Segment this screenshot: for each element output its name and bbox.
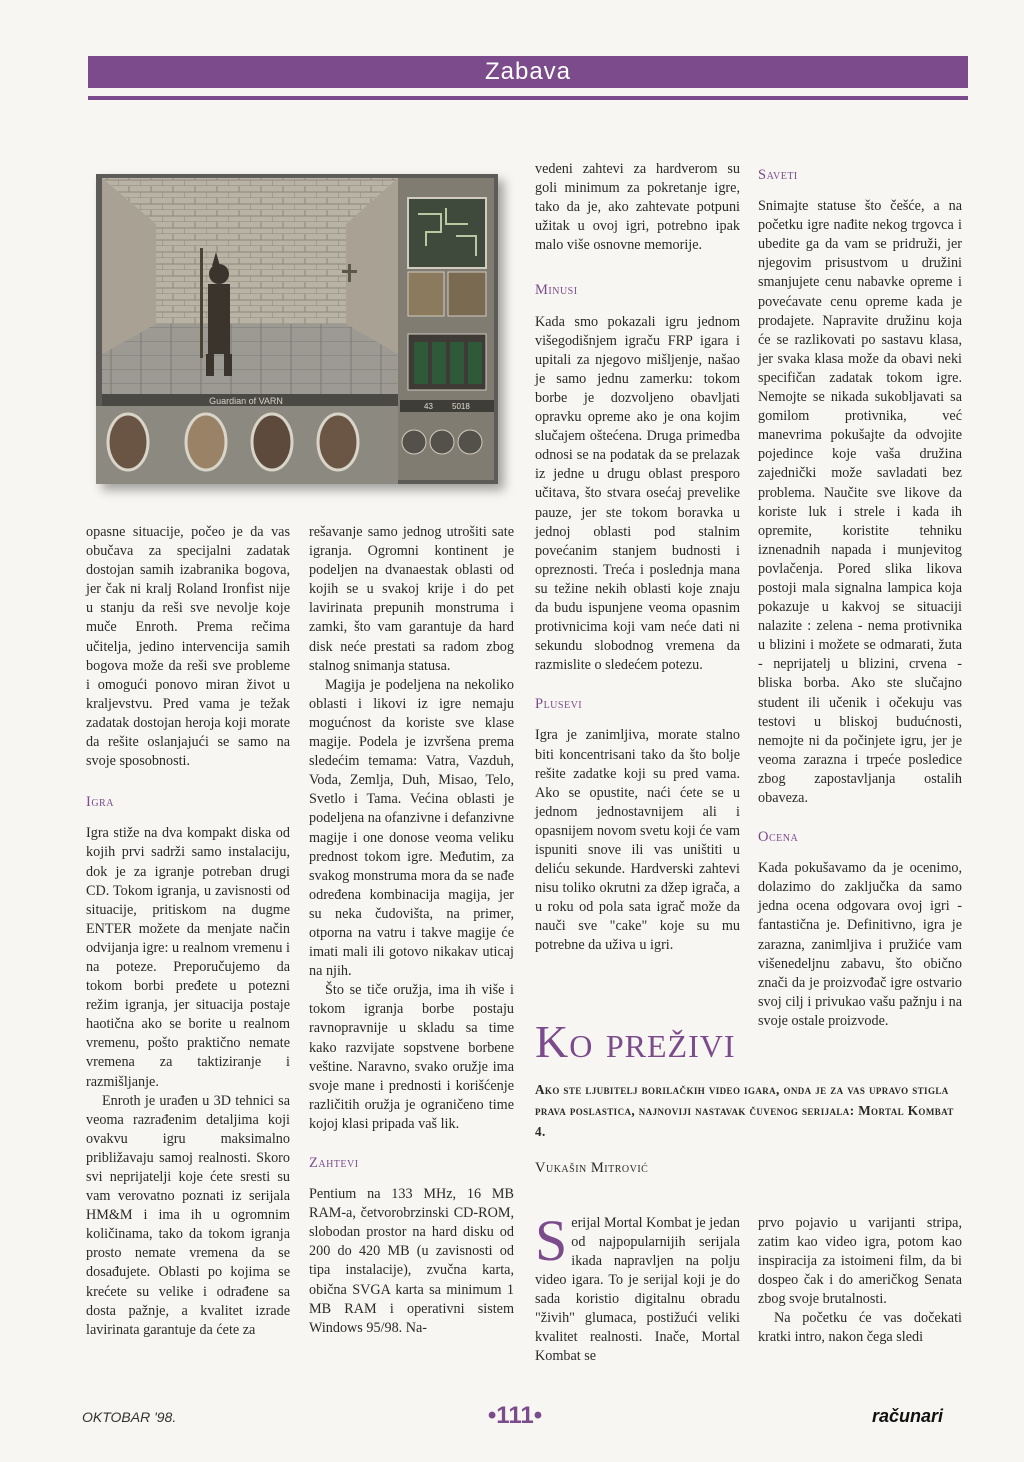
paragraph: opasne situacije, počeo je da vas obučava za specijalni zadatak dostojan samih izabranika bogova, jer čak ni kralj Roland Ironfist nije u stanju da reši sve nevolje koje muče Enroth. Prema rečima učitelja, jedino intervencija samih bogova može da reši sve probleme i omogući ponovo miran život u kraljevstvu. Pred vama je težak zadatak dostojan heroja koji morate da rešite oslanjajući se samo na svoje sposobnosti. <box>86 524 290 770</box>
paragraph: Magija je podeljena na nekoliko oblasti i likovi iz igre nemaju mogućnost da koriste sve klase magije. Podela je izvršena prema sledećim temama: Vatra, Vazduh, Voda, Zemlja, Duh, Misao, Telo, Svetlo i Tama. Većina oblasti je podeljena na ofanzivne i defanzivne magije i one donose veoma veliku prednost tokom igre. Međutim, za svakog monstruma mora da se nađe određena kombinacija magija, jer su neka čudovišta, na primer, otporna na vatru i takve magije će imati mali ili gotovo nikakav uticaj na njih. <box>309 676 514 980</box>
paragraph: Kada pokušavamo da je ocenimo, dolazimo do zaključka da samo jedna ocena odgovara ovoj igri - fantastična je. Definitivno, igra je zarazna, zanimljiva i pružiće vam višenedeljnu zabavu, što obično znači da je proizvođač igre ostvario svoj cilj i privukao vašu pažnju i na svoje ostale proizvode. <box>758 860 962 1029</box>
paragraph: Snimajte statuse što češće, a na početku igre nađite nekog trgovca i ubedite ga da vam se pridruži, jer njegovim prisustvom u družini smanjujete cenu nabavke opreme i povećavate cenu opreme kada je prodajete. Napravite družinu koja će se razlikovati po sastavu klasa, jer svaka klasa može da obavi neki specifičan zadatak tokom igre. Nemojte se nikada sukobljavati sa gomilom protivnika, već manevrima pokušajte da odvojite pojedince koje vaša družina zajednički može savladati bez problema. Naučite sve likove da koriste luk i strele i kada ih opremite, koristite tehniku iznenadnih napada i munjevitog povlačenja. Pored slika likova postoji mala signalna lampica koja pokazuje u kakvoj se situaciji nalazite : zelena - nema protivnika u blizini i možete se odmarati, žuta - neprijatelj u blizini, crvena - bliska borba. Ako ste slučajno student ili učenik i očekuju vas testovi u bliskoj budućnosti, nemojte ni da počinjete igru, jer je veoma zarazna i trpeće posledice zbog zapostavljanja ostalih obaveza. <box>758 198 962 806</box>
paragraph: Na početku će vas dočekati kratki intro, nakon čega sledi <box>758 1310 962 1345</box>
paragraph: Pentium na 133 MHz, 16 MB RAM-a, četvorobrzinski CD-ROM, slobodan prostor na hard disku od 200 do 420 MB (u zavisnosti od tipa instalacije), zvučna karta, obična SVGA karta sa minimum 1 MB RAM i operativni sistem Windows 95/98. Na- <box>309 1186 514 1336</box>
column-4 <box>758 160 962 1031</box>
stat-right: 5018 <box>452 402 470 411</box>
article-author: Vukašin Mitrović <box>535 1160 649 1176</box>
column-3 <box>535 160 740 956</box>
section-heading-plusevi: Plusevi <box>535 696 583 713</box>
section-heading-zahtevi: Zahtevi <box>309 1155 359 1171</box>
paragraph: Igra je zanimljiva, morate stalno biti koncentrisani tako da što bolje rešite zadatke koji su pred vama. Ako se opustite, naći ćete se u jednom jednostavnijem ali i opasnijem novom svetu koji će vam ispuniti snove ili vas uništiti u deliću sekunde. Hardverski zahtevi nisu toliko okrutni za džep igrača, a u roku od pola sata igrač može da nauči sve "cake" koje su mu potrebne da uživa u igri. <box>535 727 740 954</box>
section-header-bar <box>88 56 968 88</box>
paragraph: vedeni zahtevi za hardverom su goli minimum za pokretanje igre, tako da je, ako zahtevate potpuni užitak u ovoj igri, potrebno ipak malo više osnovne memorije. <box>535 161 740 254</box>
paragraph: prvo pojavio u varijanti stripa, zatim kao video igra, potom kao inspiracija za istoimeni film, da bi dospeo čak i do američkog Senata zbog svoje brutalnosti. <box>758 1215 962 1307</box>
article-lead: Ako ste ljubitelj borilačkih video igara, onda je za vas upravo stigla prava poslastica, najnoviji nastavak čuvenog serijala: Mortal Kombat 4. <box>535 1082 954 1139</box>
stat-left: 43 <box>424 402 433 411</box>
magazine-logo: računari <box>872 1406 944 1426</box>
column-1 <box>86 523 290 1340</box>
section-heading-saveti: Saveti <box>758 167 798 183</box>
paragraph: Što se tiče oružja, ima ih više i tokom igranja borbe postaju ravnopravnije u skladu sa time kako razvijate sopstvene borbene veštine. Naravno, svako oružje ima svoje mane i prednosti i korišćenje različitih oružja je ograničeno time kojoj klasi pripada vaš lik. <box>309 982 514 1132</box>
game-screenshot <box>96 174 498 484</box>
game-screenshot-image <box>96 174 498 484</box>
page-number: •111• <box>487 1402 543 1429</box>
section-heading-ocena: Ocena <box>758 829 799 846</box>
article-text: erijal Mortal Kombat je jedan od najpopularnijih serijala ikada napravljen na polju video igara. To je serijal koji je do sada koristio digitalnu obradu "živih" glumaca, postižući veliki kvalitet realnosti. Inače, Mortal Kombat se <box>535 1215 740 1364</box>
section-heading-igra: Igra <box>86 794 114 811</box>
article-column-1 <box>535 1208 740 1366</box>
issue-date: OKTOBAR '98. <box>82 1409 177 1425</box>
article-title: Ko preživi <box>535 1016 736 1067</box>
paragraph: Kada smo pokazali igru jednom višegodišnjem igraču FRP igara i upitali za njegovo mišljenje, našao je samo jednu zamerku: tokom borbe je dozvoljeno obavljati opravku opreme ako je ona kojim slučajem oštećena. Druga primedba odnosi se na podatak da se prelazak iz jedne u drugu oblast presporo učitava, što stvara osećaj prevelike pauze, jer ste tokom boravka u jednoj oblasti pod stalnim povećanim stanjem budnosti i opreznosti. Treća i poslednja mana su težine nekih oblasti koje znaju da budu ispunjene veoma opasnim protivnicima koji vam neće dati ni sekundu slobodnog vremena da razmislite o sledećem potezu. <box>535 313 740 674</box>
article-column-2 <box>758 1214 962 1347</box>
section-heading-minusi: Minusi <box>535 282 578 299</box>
paragraph: Enroth je urađen u 3D tehnici sa veoma razrađenim detaljima koji ovakvu igru maksimalno približavaju samoj realnosti. Skoro svi neprijatelji koje ćete sresti su vam verovatno poznati iz serijala HM&M i ima ih u ogromnim količinama, tako da tokom igranja prosto nemate vremena da se dosađujete. Oblasti po kojima se krećete su velike i odrađene sa dosta pažnje, a kvalitet izrade lavirinata garantuje da ćete za <box>86 1092 290 1338</box>
screenshot-caption: Guardian of VARN <box>209 396 283 406</box>
header-rule <box>88 96 968 100</box>
column-2 <box>309 523 514 1338</box>
drop-cap: S <box>535 1208 568 1273</box>
section-title: Zabava <box>484 58 572 85</box>
paragraph: Igra stiže na dva kompakt diska od kojih prvi sadrži samo instalaciju, dok je za igranje potreban drugi CD. Tokom igranja, u zavisnosti od situacije, pritiskom na dugme ENTER možete da menjate način odvijanja igre: u realnom vremenu i na poteze. Preporučujemo da tokom borbi pređete u potezni režim igranja, jer situacija postaje haotična ako se borite u realnom vremenu, pošto praktično nemate vremena za taktiziranje i razmišljanje. <box>86 825 290 1090</box>
paragraph: rešavanje samo jednog utrošiti sate igranja. Ogromni kontinent je podeljen na dvanaestak oblasti od kojih se u svakoj krije i do pet lavirinata prepunih monstruma i zamki, što vam garantuje da hard disk neće prestati sa radom zbog stalnog snimanja statusa. <box>309 524 514 674</box>
